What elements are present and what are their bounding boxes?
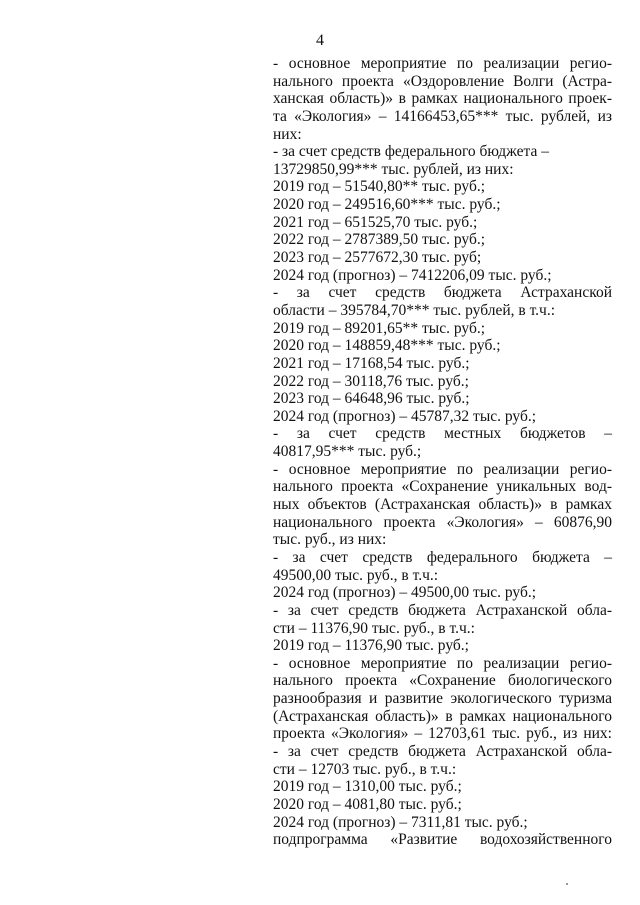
text-line: - основное мероприятие по реализации регио- [273, 460, 612, 478]
text-line: - за счет средств федерального бюджета – [273, 143, 549, 161]
text-line: нального проекта «Сохранение уникальных вод- [273, 478, 612, 496]
text-line: 2023 год – 2577672,30 тыс. руб; [273, 249, 482, 267]
text-line: 2024 год (прогноз) – 45787,32 тыс. руб.; [273, 407, 537, 425]
text-line: 2022 год – 30118,76 тыс. руб.; [273, 372, 469, 390]
text-line: (Астраханская область)» в рамках национального [273, 707, 612, 725]
text-line: - за счет средств бюджета Астраханской обла- [273, 601, 612, 619]
text-line: - за счет средств местных бюджетов – [273, 425, 612, 443]
text-line: 2024 год (прогноз) – 49500,00 тыс. руб.; [273, 584, 537, 602]
text-line: - за счет средств федерального бюджета – [273, 548, 612, 566]
text-line: - за счет средств бюджета Астраханской обла- [273, 742, 612, 760]
text-line: национального проекта «Экология» – 60876,90 [273, 513, 612, 531]
text-line: 13729850,99*** тыс. рублей, из них: [273, 160, 514, 178]
text-line: 2019 год – 89201,65** тыс. руб.; [273, 319, 486, 337]
text-line: 2021 год – 651525,70 тыс. руб.; [273, 213, 478, 231]
text-line: сти – 11376,90 тыс. руб., в т.ч.: [273, 619, 475, 637]
text-line: ханская область)» в рамках национального проек- [273, 90, 612, 108]
text-line: та «Экология» – 14166453,65*** тыс. рублей, из [273, 107, 612, 125]
text-line: 2020 год – 4081,80 тыс. руб.; [273, 795, 462, 813]
page-number: 4 [316, 32, 324, 49]
text-line: 2022 год – 2787389,50 тыс. руб.; [273, 231, 486, 249]
text-line: 2020 год – 148859,48*** тыс. руб.; [273, 337, 501, 355]
text-line: 2024 год (прогноз) – 7311,81 тыс. руб.; [273, 813, 528, 831]
text-line: 2019 год – 1310,00 тыс. руб.; [273, 778, 462, 796]
text-line: 49500,00 тыс. руб., в т.ч.: [273, 566, 439, 584]
text-line: области – 395784,70*** тыс. рублей, в т.ч.: [273, 301, 556, 319]
text-line: ных объектов (Астраханская область)» в рамках [273, 496, 612, 514]
text-line: 2020 год – 249516,60*** тыс. руб.; [273, 196, 501, 214]
text-line: проекта «Экология» – 12703,61 тыс. руб., из них: [273, 725, 612, 743]
text-line: подпрограмма «Развитие водохозяйственного [273, 831, 612, 849]
text-line: 2019 год – 51540,80** тыс. руб.; [273, 178, 486, 196]
text-line: 2019 год – 11376,90 тыс. руб.; [273, 637, 469, 655]
text-line: разнообразия и развитие экологического туризма [273, 690, 612, 708]
text-line: нального проекта «Оздоровление Волги (Астра- [273, 72, 612, 90]
text-line: них: [273, 125, 302, 143]
text-line: - основное мероприятие по реализации регио- [273, 654, 612, 672]
text-line: нального проекта «Сохранение биологического [273, 672, 612, 690]
text-line: тыс. руб., из них: [273, 531, 387, 549]
text-line: - за счет средств бюджета Астраханской [273, 284, 612, 302]
scan-speck [566, 883, 568, 885]
text-line: сти – 12703 тыс. руб., в т.ч.: [273, 760, 457, 778]
text-line: 2021 год – 17168,54 тыс. руб.; [273, 354, 470, 372]
text-line: 40817,95*** тыс. руб.; [273, 443, 422, 461]
text-line: - основное мероприятие по реализации регио- [273, 55, 612, 72]
text-line: 2023 год – 64648,96 тыс. руб.; [273, 390, 470, 408]
text-line: 2024 год (прогноз) – 7412206,09 тыс. руб.; [273, 266, 552, 284]
document-text-column [273, 55, 612, 849]
